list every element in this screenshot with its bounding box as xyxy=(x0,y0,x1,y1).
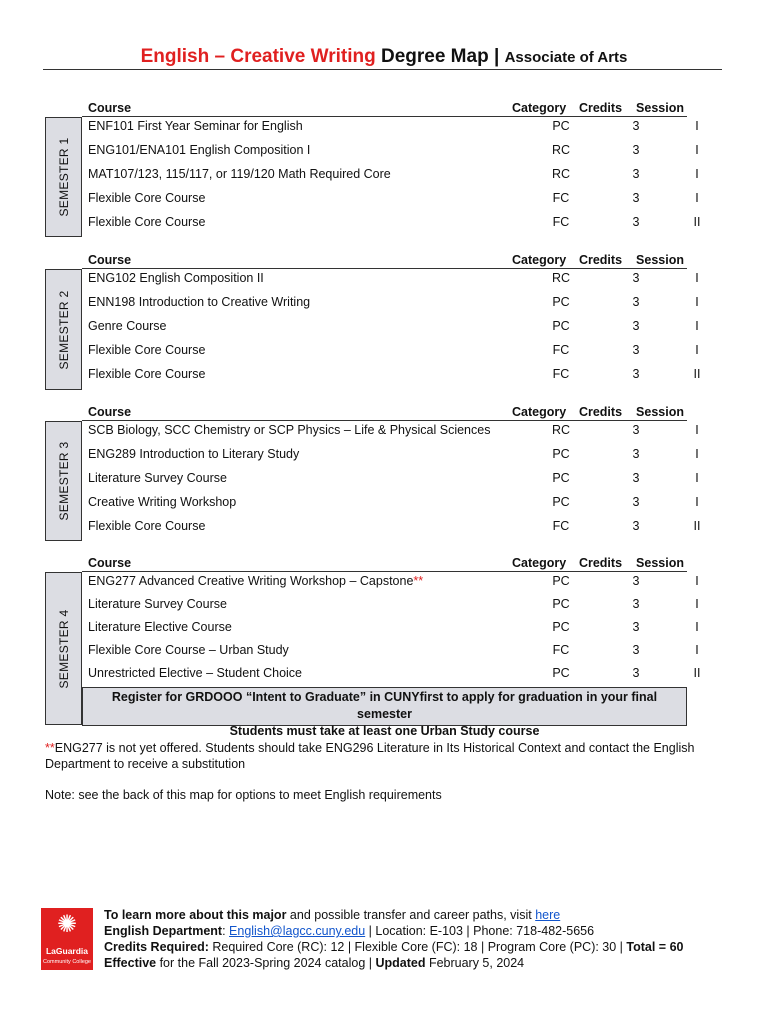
course-category: PC xyxy=(552,597,570,611)
footnote-text: ENG277 is not yet offered. Students should take ENG296 Literature in Its Historical Context and contact the English Department to receive a substitution xyxy=(45,741,695,771)
semester-label: SEMESTER 4 xyxy=(56,608,71,689)
course-session: I xyxy=(695,447,699,461)
session-header: Session xyxy=(636,253,684,267)
course-session: I xyxy=(695,574,699,588)
course-category: FC xyxy=(552,343,570,357)
department-line xyxy=(104,923,684,939)
table-row xyxy=(82,596,699,620)
course-header: Course xyxy=(88,101,132,115)
effective-line xyxy=(104,955,684,971)
semester-4-block xyxy=(45,554,701,738)
table-row xyxy=(82,665,701,689)
credits-header: Credits xyxy=(578,556,623,570)
table-row xyxy=(82,619,699,643)
semester-label-box xyxy=(45,269,82,390)
learn-more-bold: To learn more about this major xyxy=(104,908,287,922)
table-header xyxy=(45,554,687,572)
course-credits: 3 xyxy=(632,343,640,357)
table-row xyxy=(82,166,699,190)
course-name: ENG289 Introduction to Literary Study xyxy=(88,447,300,461)
title-separator: | xyxy=(493,46,500,67)
course-name: Literature Survey Course xyxy=(88,597,227,611)
course-name: Literature Elective Course xyxy=(88,620,232,634)
course-name: ENF101 First Year Seminar for English xyxy=(88,119,303,133)
category-header: Category xyxy=(512,556,567,570)
course-credits: 3 xyxy=(632,143,640,157)
semester-1-block xyxy=(45,99,701,239)
table-row xyxy=(82,190,699,214)
logo-mark-icon: ✺ xyxy=(56,911,78,938)
program-name: English – Creative Writing xyxy=(140,46,376,67)
updated-label: Updated xyxy=(375,956,426,970)
course-name: SCB Biology, SCC Chemistry or SCP Physics – Life & Physical Sciences xyxy=(88,423,491,437)
logo-tagline: Community College xyxy=(43,959,91,965)
course-credits: 3 xyxy=(632,215,640,229)
back-of-map-note: Note: see the back of this map for options to meet English requirements xyxy=(45,788,442,802)
header-rule xyxy=(82,116,687,117)
course-name: ENN198 Introduction to Creative Writing xyxy=(88,295,311,309)
degree-type: Associate of Arts xyxy=(504,49,628,66)
category-header: Category xyxy=(512,253,567,267)
course-session: I xyxy=(695,191,699,205)
course-name: Flexible Core Course xyxy=(88,191,206,205)
course-session: I xyxy=(695,119,699,133)
course-session: I xyxy=(695,271,699,285)
course-session: I xyxy=(695,495,699,509)
learn-more-line xyxy=(104,907,684,923)
course-name: Unrestricted Elective – Student Choice xyxy=(88,666,302,680)
course-session: I xyxy=(695,295,699,309)
notice-line-2: Students must take at least one Urban Study course xyxy=(229,724,540,738)
semester-3-block xyxy=(45,403,701,543)
course-name: Flexible Core Course xyxy=(88,519,206,533)
table-row xyxy=(82,342,699,366)
course-name: Flexible Core Course – Urban Study xyxy=(88,643,289,657)
course-credits: 3 xyxy=(632,319,640,333)
table-row xyxy=(82,642,699,666)
course-name: ENG102 English Composition II xyxy=(88,271,264,285)
updated-date: February 5, 2024 xyxy=(425,956,525,970)
table-row xyxy=(82,214,701,238)
table-row xyxy=(82,142,699,166)
page-title xyxy=(0,46,768,68)
course-session: I xyxy=(695,597,699,611)
header-rule xyxy=(82,420,687,421)
course-session: I xyxy=(695,471,699,485)
notice-line-1: Register for GRDOOO “Intent to Graduate” in CUNYfirst to apply for graduation in your final semester xyxy=(111,690,658,721)
effective-label: Effective xyxy=(104,956,157,970)
course-credits: 3 xyxy=(632,643,640,657)
table-row xyxy=(82,270,699,294)
course-category: PC xyxy=(552,119,570,133)
credits-total: Total = 60 xyxy=(626,940,684,954)
course-name: Literature Survey Course xyxy=(88,471,227,485)
footnote-eng277 xyxy=(45,740,715,772)
laguardia-logo xyxy=(41,908,93,970)
footer-info xyxy=(104,907,684,971)
course-session: I xyxy=(695,143,699,157)
credits-header: Credits xyxy=(578,101,623,115)
course-category: PC xyxy=(552,471,570,485)
degree-map-label: Degree Map xyxy=(380,46,489,67)
course-category: FC xyxy=(552,519,570,533)
course-session: I xyxy=(695,167,699,181)
course-category: RC xyxy=(551,167,571,181)
course-credits: 3 xyxy=(632,519,640,533)
course-header: Course xyxy=(88,556,132,570)
table-row xyxy=(82,118,699,142)
course-credits: 3 xyxy=(632,574,640,588)
department-name: English Department xyxy=(104,924,223,938)
course-header: Course xyxy=(88,253,132,267)
semester-label: SEMESTER 1 xyxy=(56,137,71,217)
credits-breakdown: Required Core (RC): 12 | Flexible Core (FC): 18 | Program Core (PC): 30 | xyxy=(208,940,627,954)
credits-line xyxy=(104,939,684,955)
session-header: Session xyxy=(636,556,684,570)
course-name: Flexible Core Course xyxy=(88,215,206,229)
course-credits: 3 xyxy=(632,666,640,680)
table-header xyxy=(45,251,687,269)
semester-label: SEMESTER 2 xyxy=(56,289,71,370)
here-link[interactable]: here xyxy=(535,908,561,922)
graduation-notice xyxy=(82,687,687,738)
course-credits: 3 xyxy=(632,119,640,133)
credits-header: Credits xyxy=(578,253,623,267)
title-divider xyxy=(43,69,722,70)
course-credits: 3 xyxy=(632,447,640,461)
course-session: I xyxy=(695,643,699,657)
course-category: PC xyxy=(552,574,570,588)
table-header xyxy=(45,403,687,421)
course-credits: 3 xyxy=(632,167,640,181)
course-name: Genre Course xyxy=(88,319,167,333)
semester-label-box xyxy=(45,117,82,237)
course-credits: 3 xyxy=(632,620,640,634)
email-link[interactable]: English@lagcc.cuny.edu xyxy=(229,924,366,938)
course-category: FC xyxy=(552,215,570,229)
credits-required-label: Credits Required: xyxy=(104,940,209,954)
table-row xyxy=(82,294,699,318)
table-row xyxy=(82,470,699,494)
department-colon: : xyxy=(222,924,230,938)
credits-header: Credits xyxy=(578,405,623,419)
course-name-text: ENG277 Advanced Creative Writing Workshop – Capstone xyxy=(88,574,414,588)
session-header: Session xyxy=(636,405,684,419)
course-session: II xyxy=(693,367,701,381)
course-category: PC xyxy=(552,295,570,309)
course-session: I xyxy=(695,343,699,357)
footnote-marker: ** xyxy=(413,574,424,588)
course-header: Course xyxy=(88,405,132,419)
course-session: II xyxy=(693,519,701,533)
course-session: I xyxy=(695,319,699,333)
table-row xyxy=(82,573,699,597)
course-category: PC xyxy=(552,495,570,509)
semester-label-box xyxy=(45,421,82,541)
course-category: PC xyxy=(552,447,570,461)
table-row xyxy=(82,422,699,446)
course-credits: 3 xyxy=(632,367,640,381)
course-name: MAT107/123, 115/117, or 119/120 Math Required Core xyxy=(88,167,391,181)
course-name: Flexible Core Course xyxy=(88,343,206,357)
course-category: FC xyxy=(552,191,570,205)
course-session: II xyxy=(693,215,701,229)
course-session: II xyxy=(693,666,701,680)
course-credits: 3 xyxy=(632,295,640,309)
header-rule xyxy=(82,268,687,269)
course-category: FC xyxy=(552,367,570,381)
course-credits: 3 xyxy=(632,191,640,205)
course-category: RC xyxy=(551,423,571,437)
course-category: PC xyxy=(552,666,570,680)
table-row xyxy=(82,318,699,342)
category-header: Category xyxy=(512,101,567,115)
header-rule xyxy=(82,571,687,572)
course-credits: 3 xyxy=(632,271,640,285)
semester-label: SEMESTER 3 xyxy=(56,441,71,521)
course-category: RC xyxy=(551,271,571,285)
department-contact: | Location: E-103 | Phone: 718-482-5656 xyxy=(365,924,595,938)
course-credits: 3 xyxy=(632,495,640,509)
table-header xyxy=(45,99,687,117)
table-row xyxy=(82,494,699,518)
course-credits: 3 xyxy=(632,471,640,485)
table-row xyxy=(82,366,701,390)
course-category: RC xyxy=(551,143,571,157)
table-row xyxy=(82,518,701,542)
course-name: Creative Writing Workshop xyxy=(88,495,237,509)
course-category: PC xyxy=(552,620,570,634)
course-category: PC xyxy=(552,319,570,333)
category-header: Category xyxy=(512,405,567,419)
effective-text: for the Fall 2023-Spring 2024 catalog | xyxy=(156,956,376,970)
course-name: ENG101/ENA101 English Composition I xyxy=(88,143,311,157)
footnote-marker: ** xyxy=(45,741,55,755)
learn-more-text: and possible transfer and career paths, visit xyxy=(286,908,536,922)
session-header: Session xyxy=(636,101,684,115)
course-credits: 3 xyxy=(632,423,640,437)
table-row xyxy=(82,446,699,470)
course-category: FC xyxy=(552,643,570,657)
logo-name: LaGuardia xyxy=(45,946,89,956)
course-credits: 3 xyxy=(632,597,640,611)
semester-label-box xyxy=(45,572,82,725)
course-session: I xyxy=(695,620,699,634)
course-name: Flexible Core Course xyxy=(88,367,206,381)
course-session: I xyxy=(695,423,699,437)
course-name xyxy=(88,574,423,588)
semester-2-block xyxy=(45,251,701,391)
